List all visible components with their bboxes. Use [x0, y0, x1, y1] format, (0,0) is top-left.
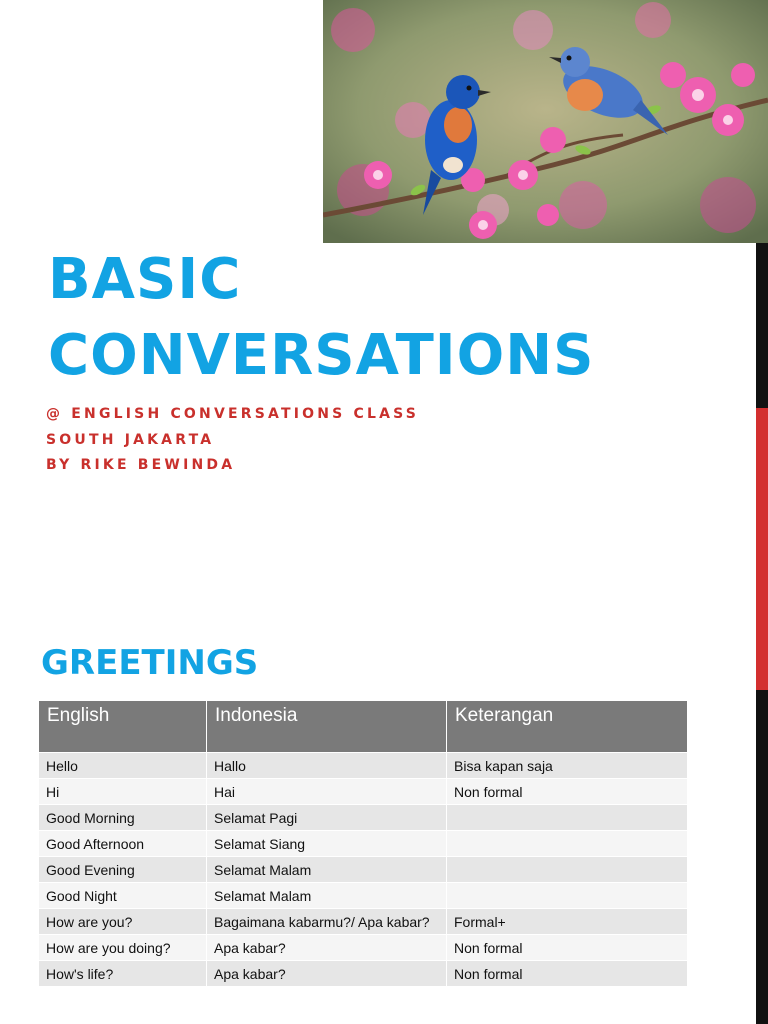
- header-indonesia: Indonesia: [207, 701, 447, 753]
- table-header-row: [39, 701, 688, 753]
- cell-keterangan: [447, 831, 688, 857]
- section-heading: GREETINGS: [41, 643, 259, 683]
- table-row: [39, 779, 688, 805]
- cell-indonesia: Apa kabar?: [207, 961, 447, 987]
- subtitle-line-1: @ ENGLISH CONVERSATIONS CLASS: [46, 406, 420, 422]
- table-row: [39, 805, 688, 831]
- cell-keterangan: Non formal: [447, 779, 688, 805]
- table-row: [39, 883, 688, 909]
- table-row: [39, 753, 688, 779]
- greetings-table: [38, 700, 688, 987]
- table-row: [39, 961, 688, 987]
- cell-keterangan: Non formal: [447, 961, 688, 987]
- edge-stripe-bottom: [756, 690, 768, 1024]
- title-line-2: CONVERSATIONS: [48, 323, 595, 388]
- cell-english: Good Night: [39, 883, 207, 909]
- cell-keterangan: [447, 857, 688, 883]
- header-keterangan: Keterangan: [447, 701, 688, 753]
- cell-english: Good Afternoon: [39, 831, 207, 857]
- header-english: English: [39, 701, 207, 753]
- table-row: [39, 857, 688, 883]
- cell-indonesia: Hai: [207, 779, 447, 805]
- cell-english: Hello: [39, 753, 207, 779]
- table-row: [39, 831, 688, 857]
- cell-english: How's life?: [39, 961, 207, 987]
- cell-indonesia: Hallo: [207, 753, 447, 779]
- cell-indonesia: Selamat Malam: [207, 883, 447, 909]
- cell-indonesia: Selamat Pagi: [207, 805, 447, 831]
- cell-english: Good Evening: [39, 857, 207, 883]
- cell-indonesia: Selamat Siang: [207, 831, 447, 857]
- table-row: [39, 935, 688, 961]
- bird-photo: [323, 0, 768, 243]
- cell-indonesia: Selamat Malam: [207, 857, 447, 883]
- subtitle-line-3: BY RIKE BEWINDA: [46, 457, 236, 473]
- cell-indonesia: Apa kabar?: [207, 935, 447, 961]
- cell-keterangan: Non formal: [447, 935, 688, 961]
- cell-english: How are you doing?: [39, 935, 207, 961]
- subtitle-line-2: SOUTH JAKARTA: [46, 431, 215, 448]
- birds-on-blossom-icon: [323, 0, 768, 243]
- cell-english: How are you?: [39, 909, 207, 935]
- cell-keterangan: [447, 805, 688, 831]
- cell-keterangan: Formal+: [447, 909, 688, 935]
- edge-stripe-red: [756, 408, 768, 690]
- cell-english: Good Morning: [39, 805, 207, 831]
- page-title: [48, 242, 594, 394]
- subtitle: [46, 402, 419, 479]
- cell-keterangan: [447, 883, 688, 909]
- cell-english: Hi: [39, 779, 207, 805]
- table-row: [39, 909, 688, 935]
- cell-keterangan: Bisa kapan saja: [447, 753, 688, 779]
- title-line-1: BASIC: [48, 247, 242, 312]
- edge-stripe-top: [756, 243, 768, 408]
- cell-indonesia: Bagaimana kabarmu?/ Apa kabar?: [207, 909, 447, 935]
